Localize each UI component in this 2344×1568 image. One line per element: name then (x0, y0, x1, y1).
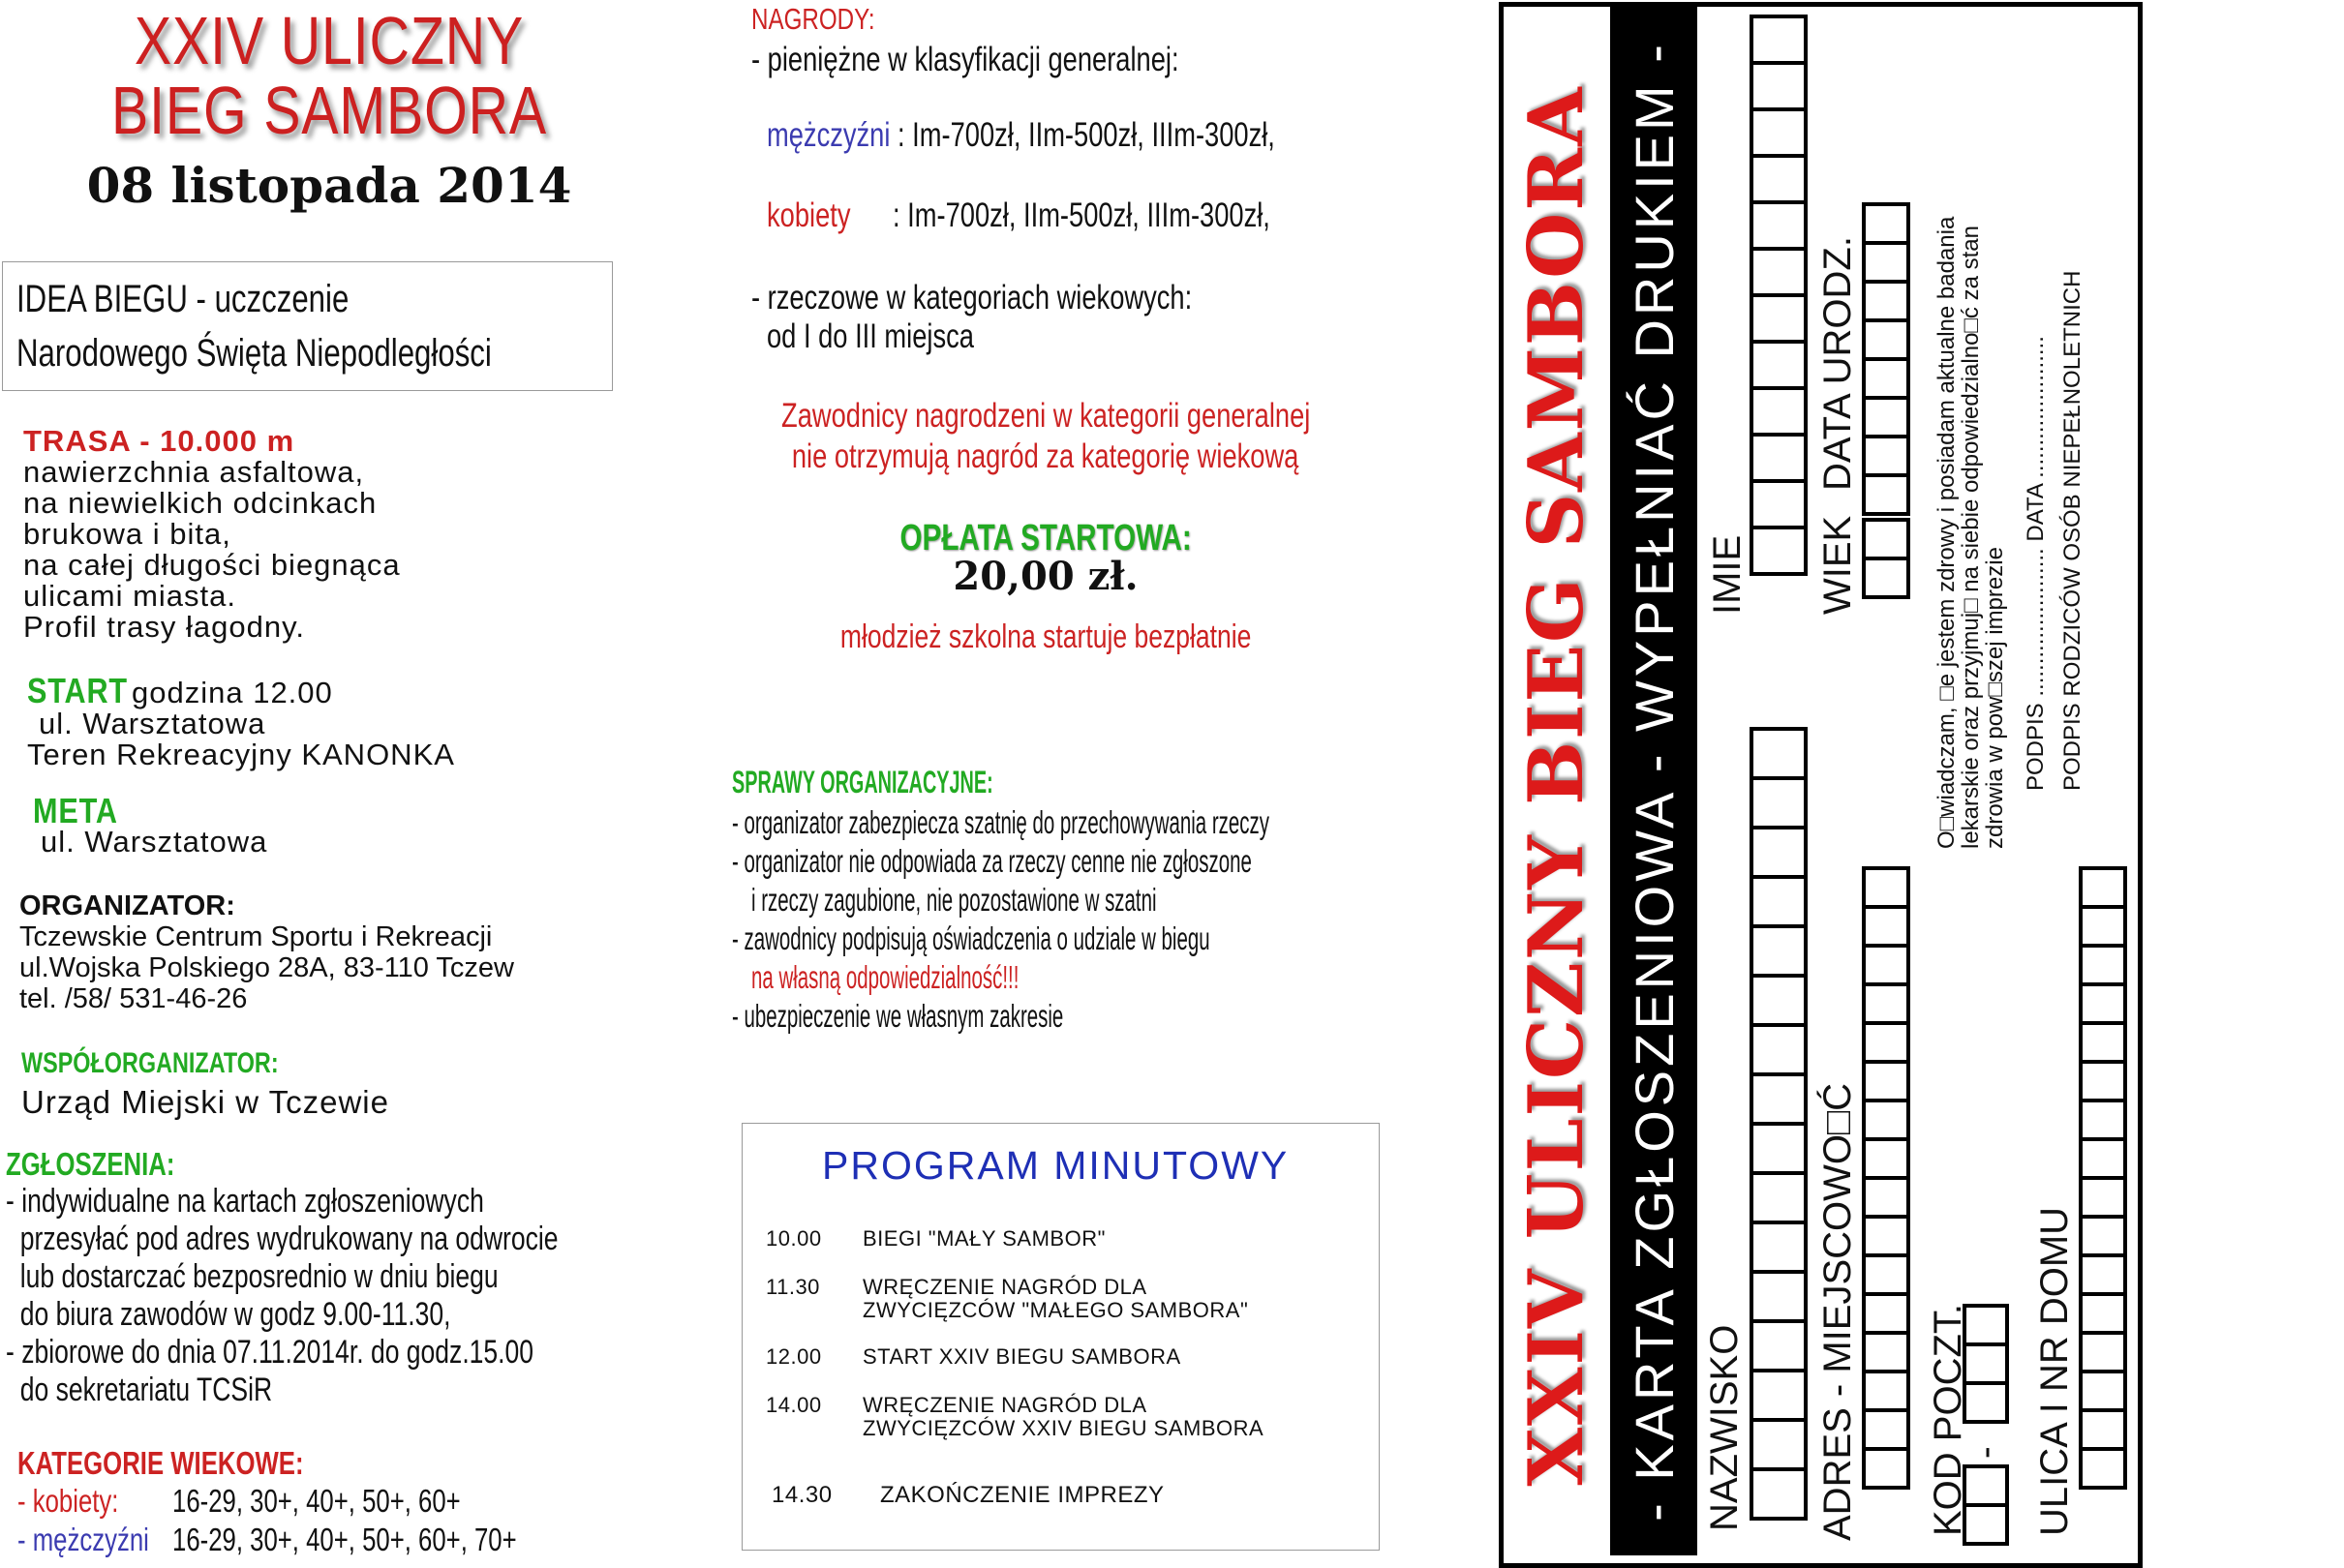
program-desc-line2: ZWYCIĘZCÓW "MAŁEGO SAMBORA" (863, 1298, 1249, 1322)
cell[interactable] (2079, 905, 2127, 948)
program-item (766, 1275, 1147, 1300)
cell[interactable] (1862, 1176, 1910, 1219)
age-categories-section (17, 1444, 517, 1560)
address-label: ADRES - MIEJSCOWO□Ć (1816, 1082, 1859, 1541)
program-desc-line2: ZWYCIĘZCÓW XXIV BIEGU SAMBORA (863, 1416, 1264, 1440)
cell[interactable] (1862, 435, 1910, 477)
cell[interactable] (1963, 1342, 2009, 1385)
cell[interactable] (1862, 1137, 1910, 1180)
program-time: 11.30 (766, 1275, 820, 1299)
cell[interactable] (1750, 386, 1808, 437)
postal-code-dash: - (1965, 1446, 2006, 1459)
cell[interactable] (1862, 396, 1910, 438)
cell[interactable] (1862, 866, 1910, 909)
registration-line: do biura zawodów w godz 9.00-11.30, (6, 1296, 451, 1333)
cell[interactable] (1963, 1464, 2009, 1507)
birth-date-cells[interactable] (1862, 206, 1910, 516)
cell[interactable] (1862, 1331, 1910, 1373)
cell[interactable] (1750, 1369, 1808, 1422)
program-time: 10.00 (766, 1226, 822, 1251)
prizes-men-values: : Im-700zł, IIm-500zł, IIIm-300zł, (898, 116, 1275, 154)
cell[interactable] (2079, 1176, 2127, 1219)
organization-line: - ubezpieczenie we własnym zakresie (732, 998, 1064, 1034)
route-line: na całej długości biegnąca (23, 548, 401, 582)
cell[interactable] (1750, 479, 1808, 529)
street-cells[interactable] (2079, 870, 2127, 1490)
signature-line: PODPIS ....................... DATA ...................... (2023, 336, 2049, 791)
cell[interactable] (1862, 473, 1910, 516)
fee-section (697, 518, 1394, 656)
age-label: WIEK (1816, 515, 1859, 615)
organizer-name: Tczewskie Centrum Sportu i Rekreacji (19, 921, 493, 952)
cell[interactable] (1862, 318, 1910, 361)
cell[interactable] (1750, 433, 1808, 483)
coorganizer-label: WSPÓŁORGANIZATOR: (21, 1047, 279, 1079)
route-line: nawierzchnia asfaltowa, (23, 455, 365, 489)
cell[interactable] (1963, 1503, 2009, 1546)
organization-section (732, 761, 1598, 1036)
cell[interactable] (1750, 526, 1808, 576)
start-section (27, 671, 455, 771)
cell[interactable] (1862, 518, 1910, 560)
prizes-women-values: : Im-700zł, IIm-500zł, IIIm-300zł, (893, 196, 1270, 234)
cell[interactable] (1750, 1467, 1808, 1521)
age-women-values: 16-29, 30+, 40+, 50+, 60+ (172, 1483, 461, 1519)
cell[interactable] (2079, 944, 2127, 986)
prizes-men-label: mężczyźni (767, 116, 891, 154)
start-place: Teren Rekreacyjny KANONKA (27, 738, 455, 771)
program-time: 14.00 (766, 1393, 822, 1417)
route-line: Profil trasy łagodny. (23, 610, 305, 644)
program-item (766, 1226, 1106, 1251)
program-title: PROGRAM MINUTOWY (822, 1143, 1290, 1188)
cell[interactable] (2079, 1060, 2127, 1102)
organizer-section (19, 890, 514, 1014)
prizes-material-line2: od I do III miejsca (767, 317, 974, 355)
age-men-values: 16-29, 30+, 40+, 50+, 60+, 70+ (172, 1522, 517, 1557)
organization-line: na własną odpowiedzialność!!! (751, 959, 1020, 995)
cell[interactable] (1750, 1171, 1808, 1224)
cell[interactable] (1862, 1292, 1910, 1335)
cell[interactable] (1862, 241, 1910, 284)
address-cells[interactable] (1862, 870, 1910, 1490)
event-title-line2: BIEG SAMBORA (110, 73, 548, 148)
prizes-note (697, 397, 1394, 476)
registration-line: - indywidualne na kartach zgłoszeniowych (6, 1183, 484, 1220)
fee-amount: 20,00 zł. (953, 554, 1139, 599)
registration-line: lub dostarczać bezposrednio w dniu biegu (6, 1258, 499, 1295)
cell[interactable] (1862, 1370, 1910, 1412)
cell[interactable] (1862, 357, 1910, 400)
statement-line3: zdrowia w pow□szej imprezie (1982, 547, 2008, 849)
finish-section (33, 791, 268, 859)
statement-line1: O□wiadczam, □e jestem zdrowy i posiadam aktualne badania (1933, 216, 1960, 849)
cell[interactable] (1862, 944, 1910, 986)
cell[interactable] (1963, 1304, 2009, 1346)
route-label: TRASA - 10.000 m (23, 424, 295, 458)
route-line: ulicami miasta. (23, 579, 236, 613)
cell[interactable] (2079, 866, 2127, 909)
start-label: START (27, 671, 128, 710)
age-men-label: - mężczyźni (17, 1522, 149, 1557)
cell[interactable] (2079, 1137, 2127, 1180)
parent-signature: PODPIS RODZICÓW OSÓB NIEPEŁNOLETNICH (2059, 270, 2085, 791)
finish-label: META (33, 791, 118, 830)
name-label: IMIE (1706, 534, 1749, 615)
prizes-label: NAGRODY: (751, 2, 875, 36)
registration-line: przesyłać pod adres wydrukowany na odwrocie (6, 1221, 559, 1257)
cell[interactable] (1750, 1023, 1808, 1076)
route-section (23, 426, 401, 643)
idea-line1: IDEA BIEGU - uczczenie (16, 278, 350, 320)
cell[interactable] (1750, 107, 1808, 158)
program-desc: START XXIV BIEGU SAMBORA (863, 1344, 1181, 1369)
prizes-general: - pieniężne w klasyfikacji generalnej: (751, 41, 1179, 78)
age-women-label: - kobiety: (17, 1483, 119, 1519)
program-item (766, 1344, 1181, 1370)
event-date: 08 listopada 2014 (86, 157, 572, 214)
cell[interactable] (1862, 1253, 1910, 1296)
birth-date-label: DATA URODZ. (1816, 236, 1859, 491)
program-box (742, 1123, 1380, 1551)
cell[interactable] (1750, 154, 1808, 204)
start-street: ul. Warsztatowa (39, 707, 266, 740)
prizes-note-line1: Zawodnicy nagrodzeni w kategorii generalnej (780, 397, 1311, 435)
cell[interactable] (1750, 875, 1808, 928)
cell[interactable] (1750, 1221, 1808, 1274)
cell[interactable] (1750, 61, 1808, 111)
postal-code-cells-a[interactable] (1963, 1468, 2009, 1546)
prizes-material-line1: - rzeczowe w kategoriach wiekowych: (751, 279, 1193, 317)
coorganizer-section (21, 1047, 389, 1121)
surname-label: NAZWISKO (1703, 1324, 1746, 1531)
registration-line: do sekretariatu TCSiR (6, 1372, 273, 1408)
name-cells[interactable] (1750, 18, 1808, 576)
cell[interactable] (1750, 974, 1808, 1027)
cell[interactable] (2079, 1021, 2127, 1064)
finish-street: ul. Warsztatowa (41, 825, 268, 859)
prizes-women-label: kobiety (767, 196, 851, 234)
cell[interactable] (1750, 247, 1808, 297)
cell[interactable] (1963, 1381, 2009, 1424)
event-title-line1: XXIV ULICZNY (134, 3, 525, 78)
registration-section (6, 1146, 714, 1409)
organization-line: - organizator zabezpiecza szatnię do przechowywania rzeczy (732, 804, 1269, 840)
coorganizer-name: Urząd Miejski w Tczewie (21, 1084, 389, 1120)
cell[interactable] (1862, 1408, 1910, 1451)
program-desc: BIEGI "MAŁY SAMBOR" (863, 1226, 1106, 1251)
postal-code-cells-b[interactable] (1963, 1308, 2009, 1424)
program-desc: ZAKOŃCZENIE IMPREZY (880, 1482, 1165, 1508)
route-line: na niewielkich odcinkach (23, 486, 378, 520)
cell[interactable] (2079, 1331, 2127, 1373)
cell[interactable] (1750, 727, 1808, 780)
organization-line: - zawodnicy podpisują oświadczenia o udziale w biegu (732, 920, 1210, 956)
cell[interactable] (2079, 1099, 2127, 1141)
surname-cells[interactable] (1750, 731, 1808, 1521)
postal-code-label: KOD POCZT. (1927, 1303, 1969, 1536)
cell[interactable] (2079, 1292, 2127, 1335)
program-time: 14.30 (772, 1482, 833, 1508)
fee-label: OPŁATA STARTOWA: (899, 518, 1192, 558)
organizer-address: ul.Wojska Polskiego 28A, 83-110 Tczew (19, 952, 514, 983)
route-line: brukowa i bita, (23, 517, 231, 551)
cell[interactable] (1750, 826, 1808, 879)
cell[interactable] (2079, 1253, 2127, 1296)
start-time: godzina 12.00 (132, 676, 333, 709)
program-item (766, 1393, 1147, 1418)
age-cells[interactable] (1862, 522, 1910, 599)
cell[interactable] (1750, 924, 1808, 978)
program-time: 12.00 (766, 1344, 822, 1369)
cell[interactable] (1862, 557, 1910, 599)
cell[interactable] (1862, 280, 1910, 322)
cell[interactable] (1750, 1270, 1808, 1323)
statement-line2: lekarskie oraz przyjmuj□ na siebie odpowiedzialno□ć za stan (1958, 226, 1984, 849)
cell[interactable] (1750, 293, 1808, 344)
cell[interactable] (1750, 1418, 1808, 1471)
organizer-label: ORGANIZATOR: (19, 890, 235, 921)
cell[interactable] (1750, 340, 1808, 390)
cell[interactable] (2079, 1447, 2127, 1490)
registration-line: - zbiorowe do dnia 07.11.2014r. do godz.15.00 (6, 1334, 534, 1371)
organizer-phone: tel. /58/ 531-46-26 (19, 983, 248, 1014)
registration-form (1499, 2, 2143, 1568)
cell[interactable] (1862, 1099, 1910, 1141)
event-title (0, 3, 658, 148)
program-desc: WRĘCZENIE NAGRÓD DLA (863, 1275, 1147, 1299)
cell[interactable] (1862, 905, 1910, 948)
idea-box (2, 261, 613, 391)
cell[interactable] (1750, 200, 1808, 251)
cell[interactable] (1750, 1319, 1808, 1372)
cell[interactable] (2079, 982, 2127, 1025)
cell[interactable] (1862, 1215, 1910, 1257)
cell[interactable] (1862, 1021, 1910, 1064)
cell[interactable] (1750, 1122, 1808, 1175)
cell[interactable] (2079, 1370, 2127, 1412)
cell[interactable] (1862, 1060, 1910, 1102)
fee-youth: młodzież szkolna startuje bezpłatnie (839, 618, 1252, 655)
cell[interactable] (2079, 1408, 2127, 1451)
cell[interactable] (1862, 982, 1910, 1025)
organization-label: SPRAWY ORGANIZACYJNE: (732, 765, 993, 799)
age-categories-label: KATEGORIE WIEKOWE: (17, 1445, 304, 1481)
form-subtitle: - KARTA ZGŁOSZENIOWA - WYPEŁNIAĆ DRUKIEM - (1624, 41, 1685, 1522)
organization-line: - organizator nie odpowiada za rzeczy cenne nie zgłoszone (732, 843, 1252, 879)
cell[interactable] (1750, 776, 1808, 829)
form-title: XXIV ULICZNY BIEG SAMBORA (1512, 85, 1600, 1487)
street-label: ULICA I NR DOMU (2033, 1206, 2076, 1536)
program-desc: WRĘCZENIE NAGRÓD DLA (863, 1393, 1147, 1417)
cell[interactable] (2079, 1215, 2127, 1257)
cell[interactable] (1750, 15, 1808, 65)
organization-line: i rzeczy zagubione, nie pozostawione w szatni (751, 882, 1157, 918)
cell[interactable] (1862, 202, 1910, 245)
program-item (772, 1482, 1165, 1509)
cell[interactable] (1862, 1447, 1910, 1490)
prizes-note-line2: nie otrzymują nagród za kategorię wiekową (792, 437, 1299, 475)
registration-label: ZGŁOSZENIA: (6, 1146, 175, 1182)
idea-line2: Narodowego Święta Niepodległości (16, 332, 492, 375)
cell[interactable] (1750, 1072, 1808, 1126)
